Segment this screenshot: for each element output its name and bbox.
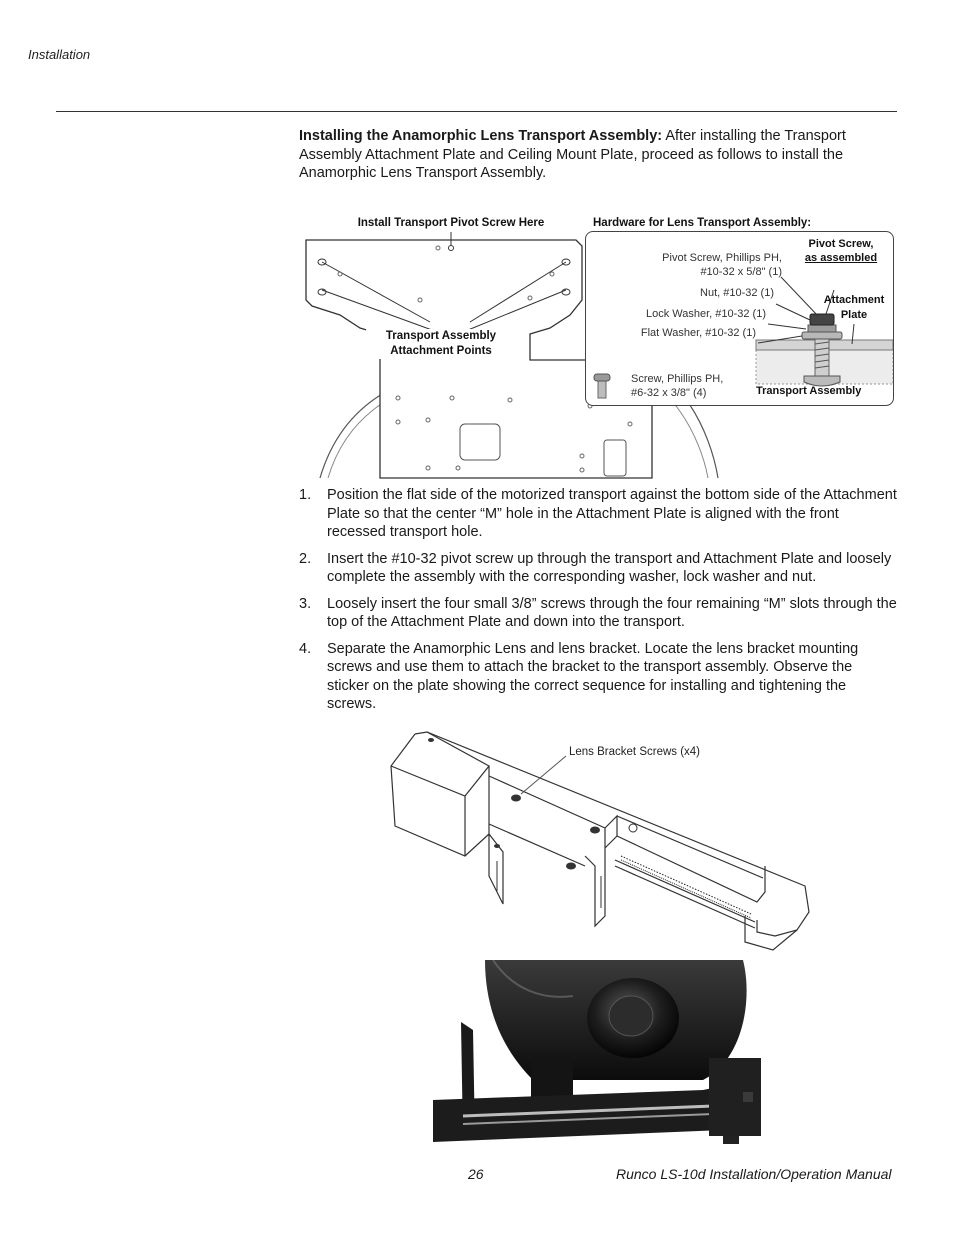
step-item	[299, 486, 897, 542]
pivot-screw-label: Install Transport Pivot Screw Here	[357, 217, 545, 229]
step-text: Position the flat side of the motorized transport against the bottom side of the Attachment Plate so that the center “M” hole in the Attachment Plate is aligned with the front recessed transport hole.	[327, 487, 897, 540]
step-text: Loosely insert the four small 3/8” screws through the four remaining “M” slots through the top of the Attachment Plate and down into the transport.	[327, 595, 897, 630]
small-screw-line1: Screw, Phillips PH,	[631, 373, 724, 385]
step-number: 3.	[299, 595, 312, 612]
installation-steps	[299, 486, 897, 722]
lens-bracket-screws-callout: Lens Bracket Screws (x4)	[569, 746, 701, 758]
attachment-plate-label	[812, 293, 896, 323]
step-item	[299, 595, 897, 632]
step-text: Insert the #10-32 pivot screw up through the transport and Attachment Plate and loosely complete the assembly with the corresponding washer, lock washer and nut.	[327, 550, 892, 585]
hardware-box	[585, 231, 894, 406]
step-number: 2.	[299, 550, 312, 567]
figure-attachment-plate	[300, 210, 896, 482]
page-number: 26	[468, 1166, 484, 1182]
intro-text: After installing the Transport Assembly Attachment Plate and Ceiling Mount Plate, proceed as follows to install the Anamorphic Lens Transport Assembly.	[299, 128, 846, 181]
small-screw-line2: #6-32 x 3/8" (4)	[631, 387, 707, 399]
lock-washer-label: Lock Washer, #10-32 (1)	[645, 308, 766, 320]
header-rule	[56, 111, 897, 112]
step-item	[299, 640, 897, 714]
intro-heading: Installing the Anamorphic Lens Transport Assembly:	[299, 128, 663, 144]
step-item	[299, 550, 897, 587]
small-screw-label	[631, 372, 723, 400]
nut-label: Nut, #10-32 (1)	[700, 287, 774, 299]
pivot-screw-spec-line2: #10-32 x 5/8" (1)	[700, 266, 782, 278]
attachment-plate-line1: Attachment	[823, 294, 885, 306]
step-number: 1.	[299, 487, 312, 503]
manual-title: Runco LS-10d Installation/Operation Manual	[616, 1166, 892, 1182]
hardware-title: Hardware for Lens Transport Assembly:	[593, 217, 812, 229]
pivot-assembled-line2: as assembled	[804, 252, 878, 264]
intro-paragraph	[299, 127, 889, 183]
photo-illustration	[423, 960, 785, 1146]
lens-transport-photo	[423, 960, 785, 1146]
transport-assembly-label: Transport Assembly	[756, 385, 862, 397]
attachment-points-label: Transport Assembly Attachment Points	[366, 329, 516, 359]
figure-lens-bracket	[385, 716, 815, 952]
pivot-screw-spec	[634, 251, 782, 279]
step-text: Separate the Anamorphic Lens and lens bracket. Locate the lens bracket mounting screws and use them to attach the bracket to the transport assembly. Observe the sticker on the plate showing the correct sequence for installing and tightening the screws.	[327, 640, 859, 712]
attachment-plate-line2: Plate	[840, 309, 868, 321]
section-header: Installation	[28, 47, 91, 62]
flat-washer-label: Flat Washer, #10-32 (1)	[640, 327, 756, 339]
pivot-assembled-label	[796, 237, 886, 265]
pivot-assembled-line1: Pivot Screw,	[808, 238, 874, 250]
step-number: 4.	[299, 640, 312, 657]
pivot-screw-spec-line1: Pivot Screw, Phillips PH,	[662, 252, 782, 264]
